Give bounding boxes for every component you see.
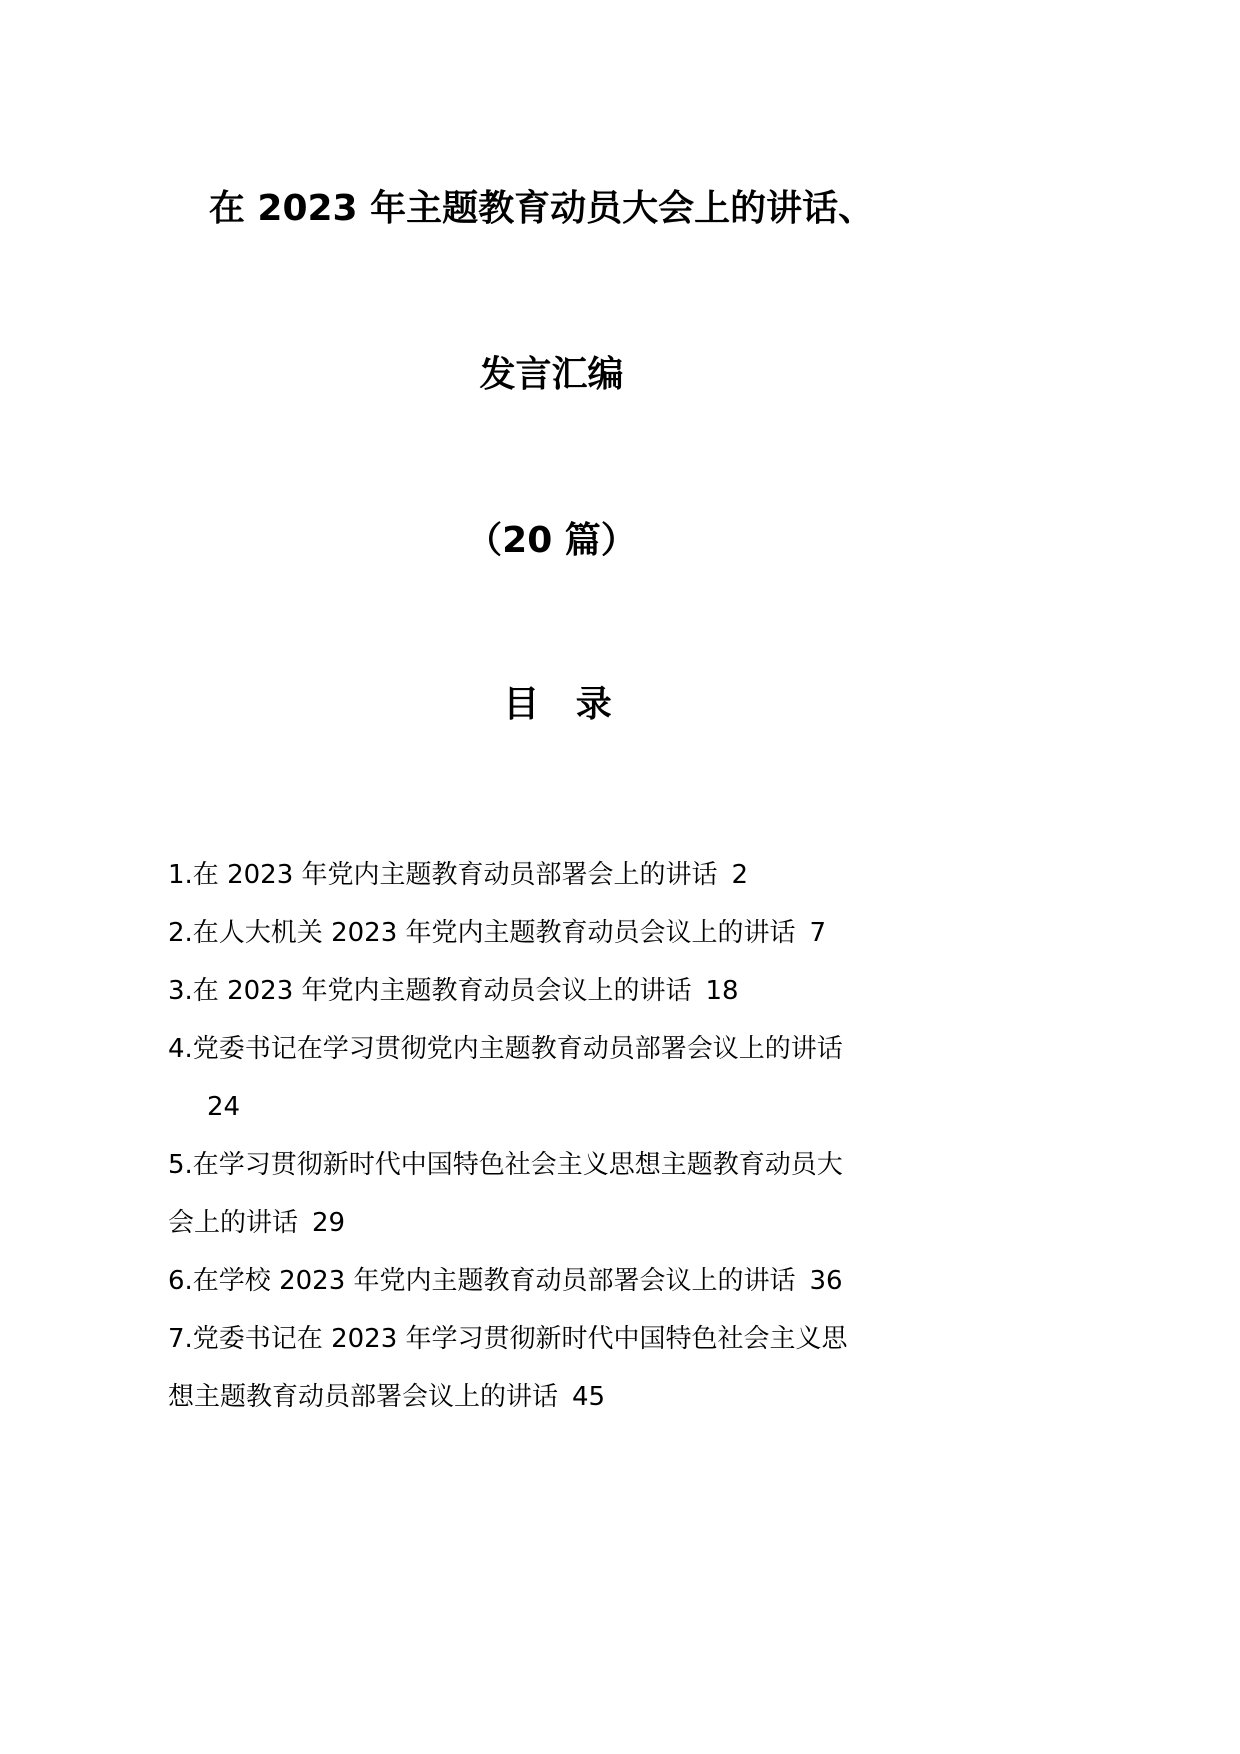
toc-entry-title: 6.在学校 2023 年党内主题教育动员部署会议上的讲话 bbox=[168, 1266, 796, 1296]
document-title-line-2: 发言汇编 bbox=[479, 354, 624, 395]
toc-entry-page-number: 29 bbox=[312, 1208, 346, 1238]
toc-entry-title: 5.在学习贯彻新时代中国特色社会主义思想主题教育动员大 bbox=[168, 1150, 843, 1180]
toc-entry[interactable] bbox=[168, 1020, 968, 1078]
toc-entry[interactable] bbox=[168, 1136, 968, 1194]
toc-entry[interactable] bbox=[168, 1368, 968, 1426]
toc-entry-page-number: 2 bbox=[731, 860, 749, 890]
toc-entry-title: 1.在 2023 年党内主题教育动员部署会上的讲话 bbox=[168, 860, 718, 890]
toc-entry[interactable] bbox=[168, 846, 968, 904]
toc-entry[interactable] bbox=[168, 1252, 968, 1310]
toc-entry[interactable] bbox=[168, 962, 968, 1020]
toc-entry-page-number: 18 bbox=[705, 976, 739, 1006]
document-subtitle: （20 篇） bbox=[466, 520, 637, 561]
toc-entry-title: 想主题教育动员部署会议上的讲话 bbox=[168, 1382, 559, 1412]
toc-entry[interactable] bbox=[168, 904, 968, 962]
table-of-contents bbox=[168, 846, 968, 1426]
toc-entry-title: 会上的讲话 bbox=[168, 1208, 299, 1238]
document-title-line-1: 在 2023 年主题教育动员大会上的讲话、 bbox=[208, 188, 875, 229]
toc-entry[interactable] bbox=[168, 1078, 968, 1136]
toc-heading: 目 录 bbox=[503, 684, 624, 725]
toc-entry-title: 4.党委书记在学习贯彻党内主题教育动员部署会议上的讲话 bbox=[168, 1034, 843, 1064]
toc-entry[interactable] bbox=[168, 1310, 968, 1368]
toc-entry-page-number: 24 bbox=[207, 1092, 241, 1122]
toc-entry-title: 2.在人大机关 2023 年党内主题教育动员会议上的讲话 bbox=[168, 918, 796, 948]
toc-entry-title: 3.在 2023 年党内主题教育动员会议上的讲话 bbox=[168, 976, 692, 1006]
toc-entry-page-number: 45 bbox=[572, 1382, 606, 1412]
toc-entry-page-number: 7 bbox=[809, 918, 827, 948]
toc-entry-title: 7.党委书记在 2023 年学习贯彻新时代中国特色社会主义思 bbox=[168, 1324, 848, 1354]
toc-entry[interactable] bbox=[168, 1194, 968, 1252]
toc-entry-page-number: 36 bbox=[809, 1266, 843, 1296]
